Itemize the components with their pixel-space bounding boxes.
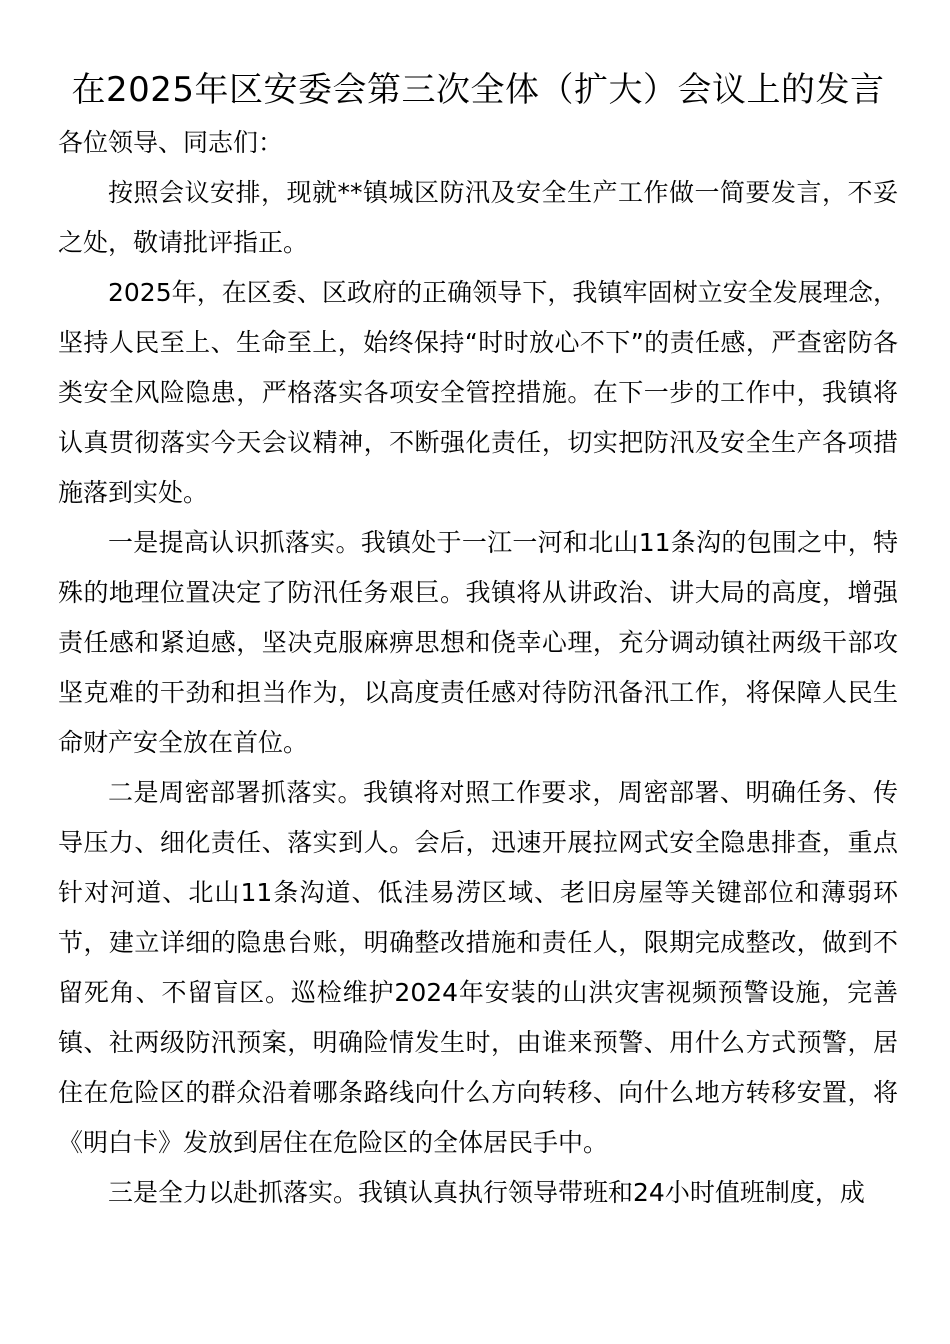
paragraph-intro: 按照会议安排，现就**镇城区防汛及安全生产工作做一简要发言，不妥之处，敬请批评指正。 [58, 178, 898, 257]
salutation: 各位领导、同志们： [58, 128, 284, 157]
paragraph-point-three: 三是全力以赴抓落实。我镇认真执行领导带班和24小时值班制度，成 [108, 1178, 865, 1207]
paragraph-point-two: 二是周密部署抓落实。我镇将对照工作要求，周密部署、明确任务、传导压力、细化责任、落实到人。会后，迅速开展拉网式安全隐患排查，重点针对河道、北山11条沟道、低洼易涝区域、老旧房屋等关键部位和薄弱环节，建立详细的隐患台账，明确整改措施和责任人，限期完成整改，做到不留死角、不留盲区。巡检维护2024年安装的山洪灾害视频预警设施，完善镇、社两级防汛预案，明确险情发生时，由谁来预警、用什么方式预警，居住在危险区的群众沿着哪条路线向什么方向转移、向什么地方转移安置，将《明白卡》发放到居住在危险区的全体居民手中。 [58, 778, 898, 1157]
paragraph-overview: 2025年，在区委、区政府的正确领导下，我镇牢固树立安全发展理念，坚持人民至上、生命至上，始终保持“时时放心不下”的责任感，严查密防各类安全风险隐患，严格落实各项安全管控措施。在下一步的工作中，我镇将认真贯彻落实今天会议精神，不断强化责任，切实把防汛及安全生产各项措施落到实处。 [58, 278, 898, 507]
document-title: 在2025年区安委会第三次全体（扩大）会议上的发言 [71, 70, 885, 110]
paragraph-point-one: 一是提高认识抓落实。我镇处于一江一河和北山11条沟的包围之中，特殊的地理位置决定了防汛任务艰巨。我镇将从讲政治、讲大局的高度，增强责任感和紧迫感，坚决克服麻痹思想和侥幸心理，充分调动镇社两级干部攻坚克难的干劲和担当作为，以高度责任感对待防汛备汛工作，将保障人民生命财产安全放在首位。 [58, 528, 898, 757]
document-page [58, 62, 898, 1218]
